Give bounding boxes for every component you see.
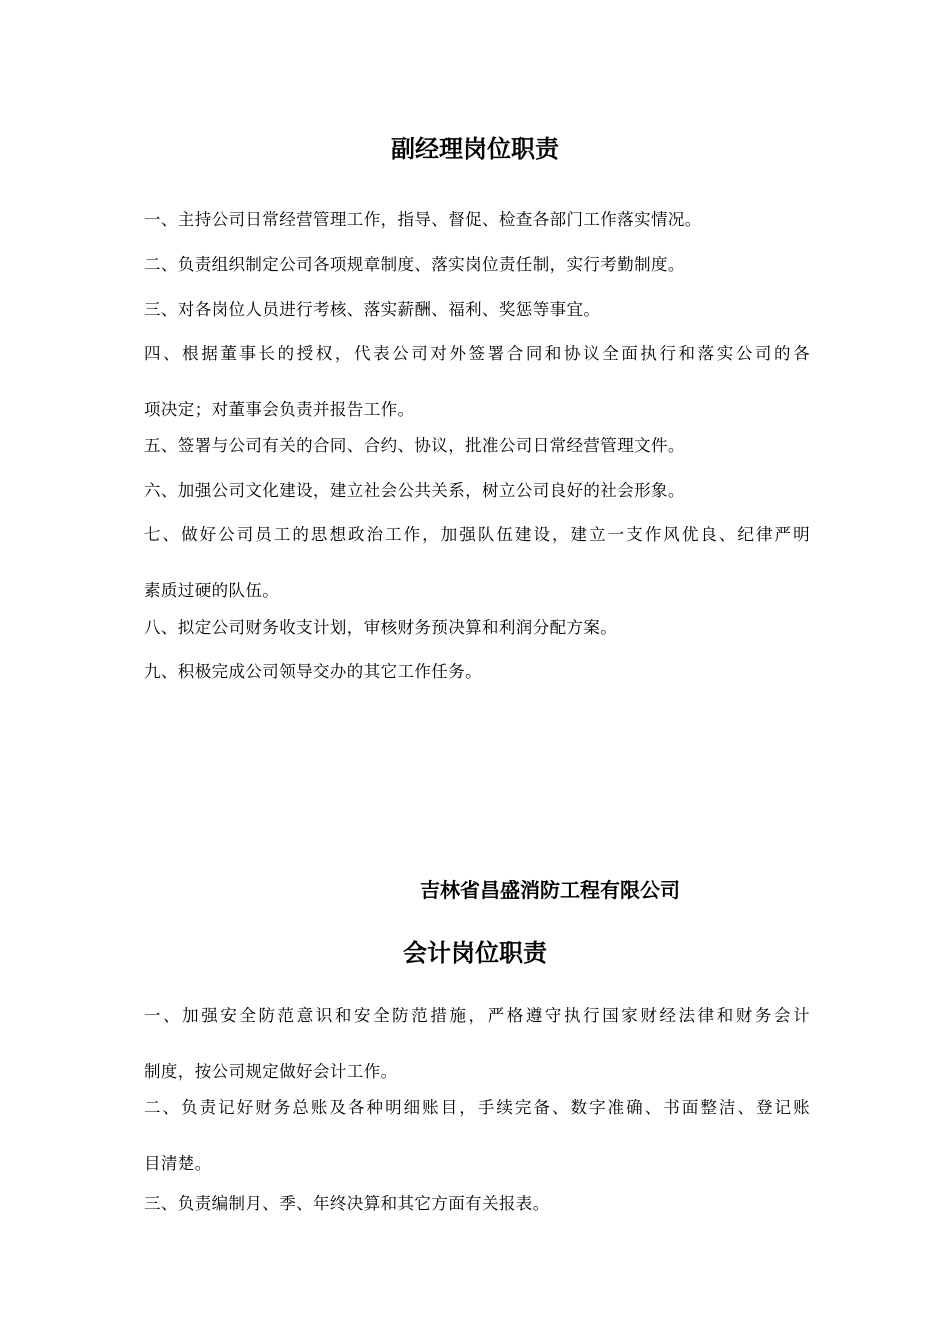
section2-item-2-line1: 二、负责记好财务总账及各种明细账目，手续完备、数字准确、书面整洁、登记账	[144, 1098, 810, 1117]
company-name: 吉林省昌盛消防工程有限公司	[420, 878, 680, 902]
section1-item-7-line1: 七、做好公司员工的思想政治工作，加强队伍建设，建立一支作风优良、纪律严明	[144, 525, 810, 544]
section1-item-6: 六、加强公司文化建设，建立社会公共关系，树立公司良好的社会形象。	[144, 481, 685, 500]
section2-item-2-line2: 目清楚。	[144, 1154, 212, 1173]
section1-item-2: 二、负责组织制定公司各项规章制度、落实岗位责任制，实行考勤制度。	[144, 255, 685, 274]
section1-title: 副经理岗位职责	[391, 135, 559, 163]
section1-item-7-line2: 素质过硬的队伍。	[144, 581, 280, 600]
section1-item-3: 三、对各岗位人员进行考核、落实薪酬、福利、奖惩等事宜。	[144, 300, 601, 319]
section1-item-8: 八、拟定公司财务收支计划，审核财务预决算和利润分配方案。	[144, 618, 618, 637]
section2-item-2	[144, 1080, 810, 1192]
section1-item-7	[144, 507, 810, 619]
section1-item-9: 九、积极完成公司领导交办的其它工作任务。	[144, 662, 482, 681]
section2-item-1-line2: 制度，按公司规定做好会计工作。	[144, 1062, 398, 1081]
section1-item-1: 一、主持公司日常经营管理工作，指导、督促、检查各部门工作落实情况。	[144, 210, 702, 229]
section1-item-4-line1: 四、根据董事长的授权，代表公司对外签署合同和协议全面执行和落实公司的各	[144, 344, 810, 363]
section2-title: 会计岗位职责	[403, 939, 547, 967]
section1-item-4-line2: 项决定；对董事会负责并报告工作。	[144, 400, 415, 419]
section2-item-1-line1: 一、加强安全防范意识和安全防范措施，严格遵守执行国家财经法律和财务会计	[144, 1006, 810, 1025]
section2-item-3: 三、负责编制月、季、年终决算和其它方面有关报表。	[144, 1194, 550, 1213]
section1-item-5: 五、签署与公司有关的合同、合约、协议，批准公司日常经营管理文件。	[144, 436, 685, 455]
section1-item-4	[144, 326, 810, 438]
